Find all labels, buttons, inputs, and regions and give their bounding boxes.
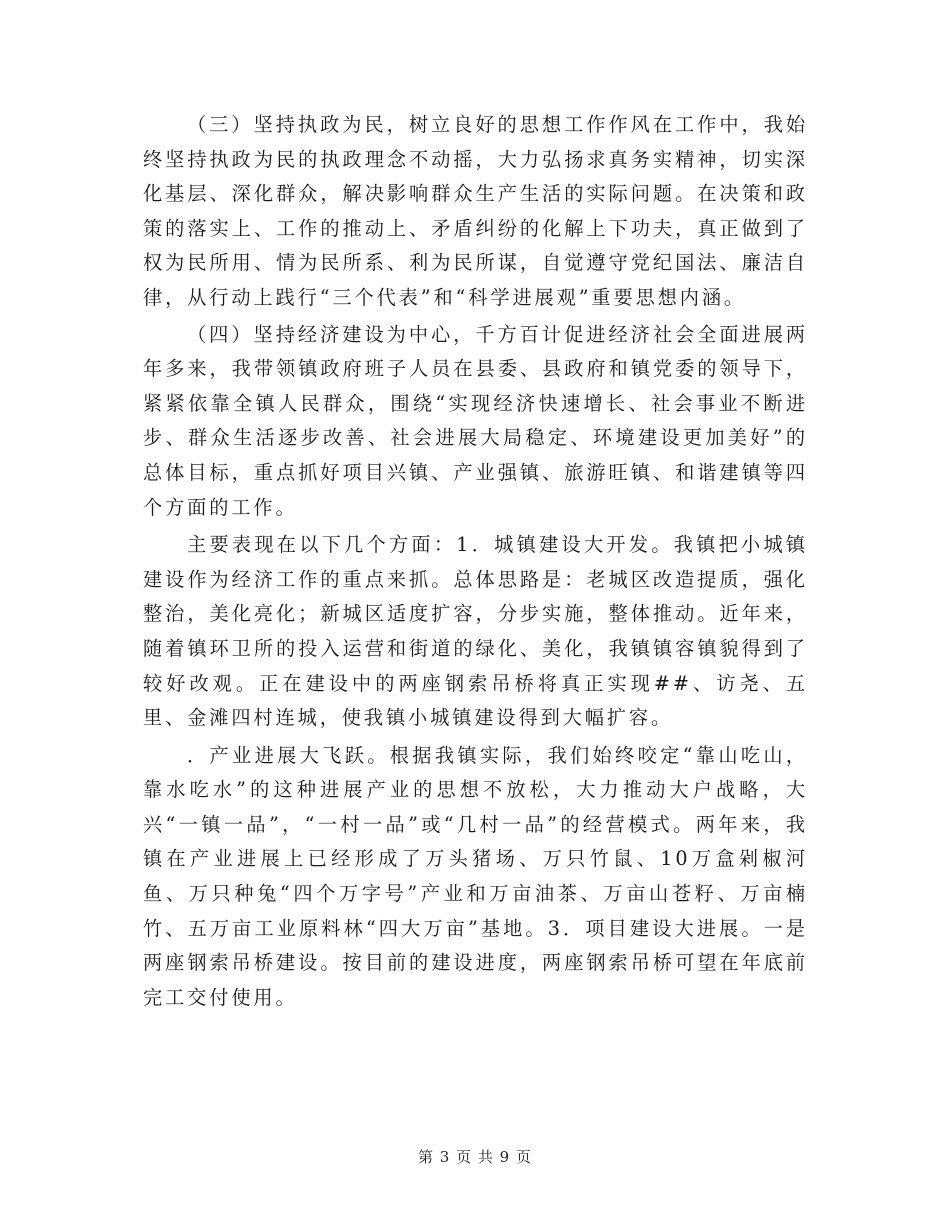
paragraph-section-three: （三）坚持执政为民，树立良好的思想工作作风在工作中，我始终坚持执政为民的执政理念不动摇，大力弘扬求真务实精神，切实深化基层、深化群众，解决影响群众生产生活的实际问题。在决策和政策的落实上、工作的推动上、矛盾纠纷的化解上下功夫，真正做到了权为民所用、情为民所系、利为民所谋，自觉遵守党纪国法、廉洁自律，从行动上践行“三个代表”和“科学进展观”重要思想内涵。 xyxy=(143,113,808,309)
paragraph-section-four: （四）坚持经济建设为中心，千方百计促进经济社会全面进展两年多来，我带领镇政府班子人员在县委、县政府和镇党委的领导下，紧紧依靠全镇人民群众，围绕“实现经济快速增长、社会事业不断进步、群众生活逐步改善、社会进展大局稳定、环境建设更加美好”的总体目标，重点抓好项目兴镇、产业强镇、旅游旺镇、和谐建镇等四个方面的工作。 xyxy=(143,322,808,519)
document-body xyxy=(143,108,808,1015)
page-number-footer: 第 3 页 共 9 页 xyxy=(418,1148,532,1166)
paragraph-main-performance: 主要表现在以下几个方面：1．城镇建设大开发。我镇把小城镇建设作为经济工作的重点来抓。总体思路是：老城区改造提质，强化整治，美化亮化；新城区适度扩容，分步实施，整体推动。近年来，随着镇环卫所的投入运营和街道的绿化、美化，我镇镇容镇貌得到了较好改观。正在建设中的两座钢索吊桥将真正实现##、访尧、五里、金滩四村连城，使我镇小城镇建设得到大幅扩容。 xyxy=(143,533,808,730)
paragraph-industry-development: ．产业进展大飞跃。根据我镇实际，我们始终咬定“靠山吃山，靠水吃水”的这种进展产业的思想不放松，大力推动大户战略，大兴“一镇一品”，“一村一品”或“几村一品”的经营模式。两年来，我镇在产业进展上已经形成了万头猪场、万只竹鼠、10万盒剁椒河鱼、万只种兔“四个万字号”产业和万亩油茶、万亩山苍籽、万亩楠竹、五万亩工业原料林“四大万亩”基地。3．项目建设大进展。一是两座钢索吊桥建设。按目前的建设进度，两座钢索吊桥可望在年底前完工交付使用。 xyxy=(143,743,808,1009)
